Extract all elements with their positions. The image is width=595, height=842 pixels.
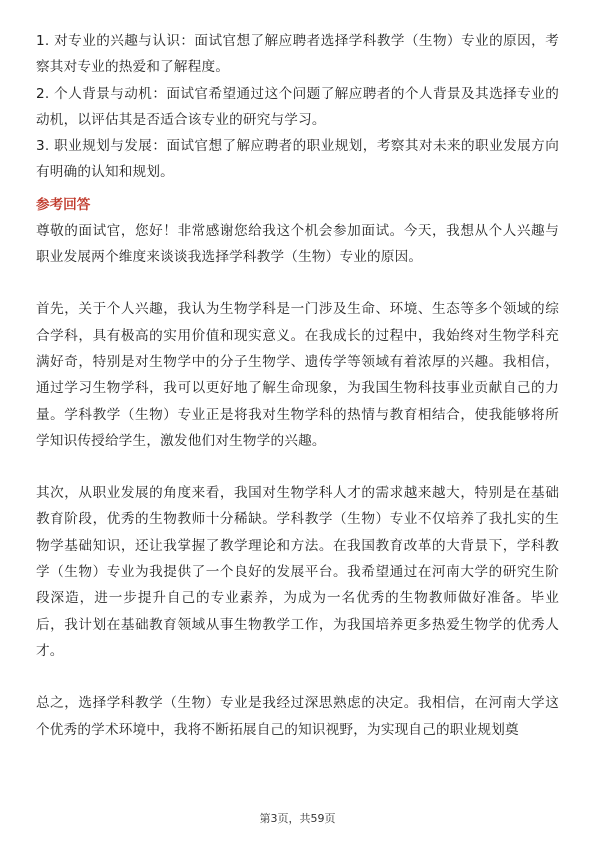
paragraph-gap xyxy=(36,664,559,690)
paragraph-career: 其次，从职业发展的角度来看，我国对生物学科人才的需求越来越大，特别是在基础教育阶段，优秀的生物教师十分稀缺。学科教学（生物）专业不仅培养了我扎实的生物学基础知识，还让我掌握了教学理论和方法。在我国教育改革的大背景下，学科教学（生物）专业为我提供了一个良好的发展平台。我希望通过在河南大学的研究生阶段深造，进一步提升自己的专业素养，为成为一名优秀的生物教师做好准备。毕业后，我计划在基础教育领域从事生物教学工作，为我国培养更多热爱生物学的优秀人才。 xyxy=(36,485,559,659)
list-item-career: 3. 职业规划与发展：面试官想了解应聘者的职业规划，考察其对未来的职业发展方向有明确的认知和规划。 xyxy=(36,138,559,181)
page-number-footer: 第3页，共59页 xyxy=(259,812,336,825)
paragraph-gap xyxy=(36,270,559,296)
list-item-interest: 1. 对专业的兴趣与认识：面试官想了解应聘者选择学科教学（生物）专业的原因，考察其对专业的热爱和了解程度。 xyxy=(36,33,559,76)
paragraph-interest: 首先，关于个人兴趣，我认为生物学科是一门涉及生命、环境、生态等多个领域的综合学科，具有极高的实用价值和现实意义。在我成长的过程中，我始终对生物学科充满好奇，特别是对生物学中的分子生物学、遗传学等领域有着浓厚的兴趣。我相信，通过学习生物学科，我可以更好地了解生命现象，为我国生物科技事业贡献自己的力量。学科教学（生物）专业正是将我对生物学科的热情与教育相结合，使我能够将所学知识传授给学生，激发他们对生物学的兴趣。 xyxy=(36,301,559,449)
answer-heading: 参考回答 xyxy=(36,196,91,213)
list-item-background: 2. 个人背景与动机：面试官希望通过这个问题了解应聘者的个人背景及其选择专业的动机，以评估其是否适合该专业的研究与学习。 xyxy=(36,85,559,128)
paragraph-greeting: 尊敬的面试官，您好！非常感谢您给我这个机会参加面试。今天，我想从个人兴趣与职业发展两个维度来谈谈我选择学科教学（生物）专业的原因。 xyxy=(36,222,559,266)
paragraph-gap xyxy=(36,454,559,480)
paragraph-conclusion: 总之，选择学科教学（生物）专业是我经过深思熟虑的决定。我相信，在河南大学这个优秀的学术环境中，我将不断拓展自己的知识视野，为实现自己的职业规划奠 xyxy=(36,695,559,738)
